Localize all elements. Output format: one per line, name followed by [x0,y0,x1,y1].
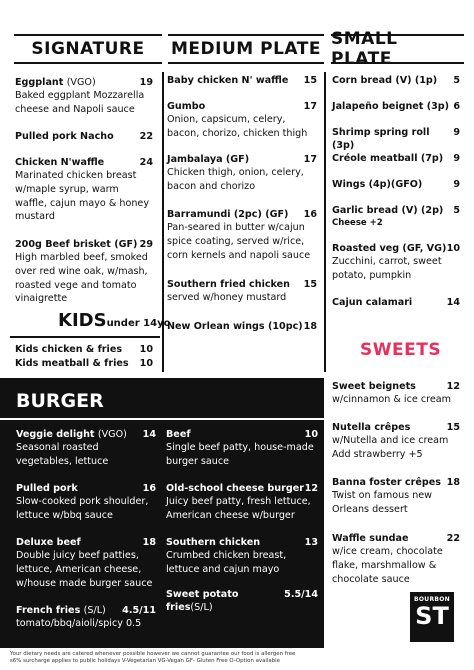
menu-item: Créole meatball (7p) 9 [332,153,460,164]
menu-item: Shrimp spring roll (3p) 9 [332,127,460,152]
menu-item: Wings (4p)(GFO) 9 [332,179,460,190]
menu-item: Eggplant (VGO) 19 Baked eggplant Mozzarella cheese and Napoli sauce [15,77,153,115]
menu-item: New Orlean wings (10pc) 18 [167,321,317,332]
signature-header: SIGNATURE [14,34,162,64]
menu-item: Chicken N'waffle 24 Marinated chicken breast w/maple syrup, warm waffle, cajun mayo & honey mustard [15,157,153,223]
menu-item: Jalapeño beignet (3p) 6 [332,101,460,112]
menu-item: Waffle sundae 22 w/ice cream, chocolate flake, marshmallow & chocolate sauce [332,533,460,585]
menu-item: Barramundi (2pc) (GF) 16 Pan-seared in butter w/cajun spice coating, served w/rice, corn kernels and napoli sauce [167,209,317,261]
menu-item: Roasted veg (GF, VG) 10 Zucchini, carrot, sweet potato, pumpkin [332,243,460,281]
menu-item: Southern fried chicken 15 served w/honey mustard [167,279,317,304]
small-plate-header: SMALL PLATE [331,34,464,64]
menu-item: Old-school cheese burger 12 Juicy beef patty, fresh lettuce, American cheese w/burger [166,483,318,521]
burger-panel [0,378,324,648]
menu-item: Gumbo 17 Onion, capsicum, celery, bacon, chorizo, chicken thigh [167,101,317,139]
menu-item: Beef 10 Single beef patty, house-made burger sauce [166,429,318,467]
menu-item: Corn bread (V) (1p) 5 [332,75,460,86]
menu-item: Pulled pork 16 Slow-cooked pork shoulder, lettuce w/bbq sauce [16,483,156,521]
kids-item: Kids chicken & fries 10 [15,344,153,355]
menu-item: Southern chicken 13 Crumbed chicken breast, lettuce and cajun mayo [166,537,318,575]
menu-item: Deluxe beef 18 Double juicy beef patties, lettuce, American cheese, w/house made burger sauce [16,537,156,589]
kids-item: Kids meatball & fries 10 [15,358,153,369]
menu-item: Cajun calamari 14 [332,297,460,308]
menu-item: 200g Beef brisket (GF) 29 High marbled beef, smoked over red wine oak, w/mash, roasted vege and tomato vinaigrette [15,239,153,305]
menu-item: Nutella crêpes 15 w/Nutella and ice cream Add strawberry +5 [332,422,460,460]
burger-title: BURGER [16,390,104,412]
sweets-title: SWEETS [360,340,442,360]
menu-item: Sweet potato fries(S/L) 5.5/14 [166,589,318,614]
burger-divider [0,418,324,420]
kids-title: KIDS under 14yo [58,310,171,331]
menu-item: Jambalaya (GF) 17 Chicken thigh, onion, celery, bacon and chorizo [167,154,317,192]
menu-item: Pulled pork Nacho 22 [15,131,153,142]
medium-plate-header: MEDIUM PLATE [168,34,324,64]
column-divider [324,72,326,372]
menu-item: Baby chicken N' waffle 15 [167,75,317,86]
footer-note: Your dietary needs are catered whenever possible however we cannot guarantee our food is allergen free s6% surcharge applies to public holidays V-Vegetarian VG-Vegan GF- Gluten Free O-Option available [10,651,296,664]
menu-item: Sweet beignets 12 w/cinnamon & ice cream [332,381,460,406]
menu-item: Veggie delight (VGO) 14 Seasonal roasted vegetables, lettuce [16,429,156,467]
menu-item: Garlic bread (V) (2p) 5 Cheese +2 [332,205,460,229]
menu-item: French fries (S/L) 4.5/11 tomato/bbq/aioli/spicy 0.5 [16,605,156,630]
menu-item: Banna foster crêpes 18 Twist on famous new Orleans dessert [332,477,460,515]
kids-divider [10,336,160,338]
bourbon-st-logo: BOURBON ST [410,592,454,642]
